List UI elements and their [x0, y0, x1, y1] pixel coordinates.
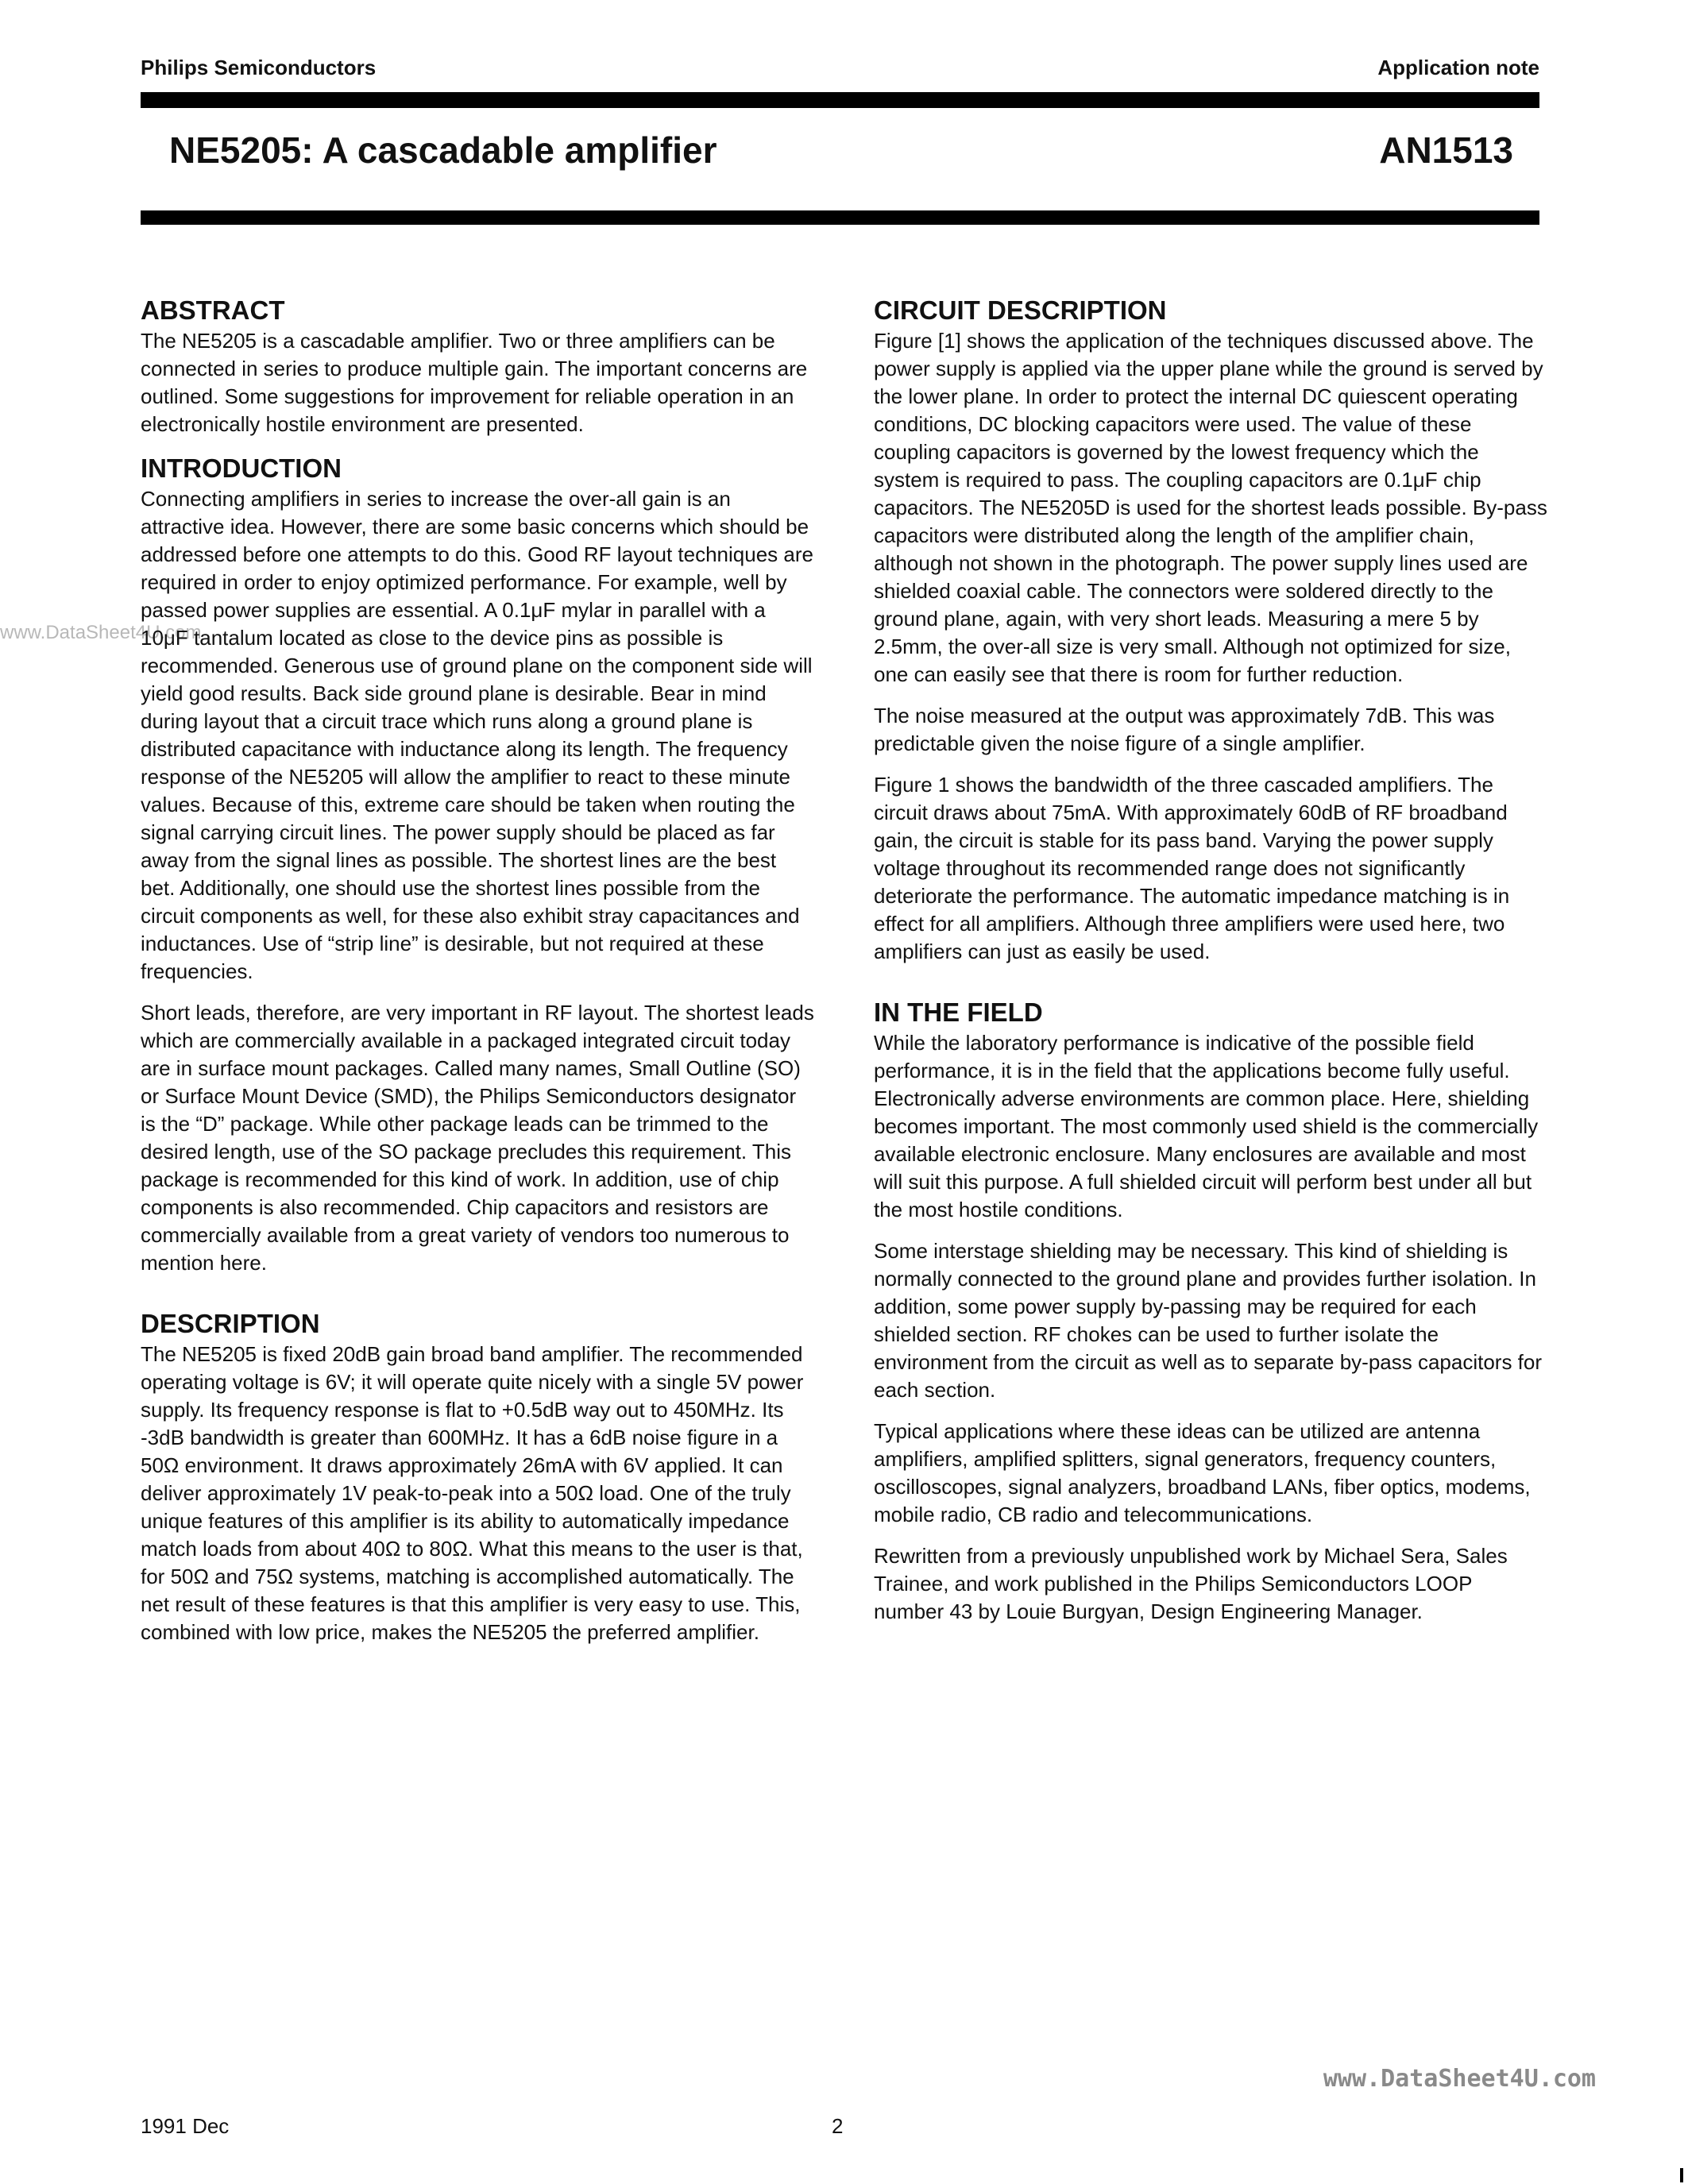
document-type: Application note — [1377, 56, 1539, 79]
right-column — [874, 294, 1547, 1639]
circuit-description-heading: CIRCUIT DESCRIPTION — [874, 295, 1167, 325]
circuit-description-paragraph: The noise measured at the output was approximately 7dB. This was predictable given the noise figure of a single amplifier. — [874, 704, 1495, 755]
header-rule-bottom — [141, 210, 1539, 225]
page-number: 2 — [832, 2114, 844, 2138]
in-the-field-paragraph: Typical applications where these ideas can be utilized are antenna amplifiers, amplified splitters, signal generators, frequency counters, oscilloscopes, signal analyzers, broadband LANs, fiber optics, modems, mobile radio, CB radio and telecommunications. — [874, 1419, 1531, 1526]
introduction-section — [141, 452, 814, 1277]
document-title: NE5205: A cascadable amplifier — [169, 129, 717, 171]
in-the-field-paragraph: While the laboratory performance is indicative of the possible field performance, it is in the field that the applications become fully useful. Electronically adverse environments are common place. Here, shielding becomes important. The most commonly used shield is the commercially available electronic enclosure. Many enclosures are available and most will suit this purpose. A full shielded circuit will perform best under all but the most hostile conditions. — [874, 1031, 1539, 1221]
description-section — [141, 1307, 814, 1646]
circuit-description-paragraph: Figure [1] shows the application of the techniques discussed above. The power supply is applied via the upper plane while the ground is served by the lower plane. In order to protect the internal DC quiescent operating conditions, DC blocking capacitors were used. The value of these coupling capacitors is governed by the lowest frequency which the system is required to pass. The coupling capacitors are 0.1μF chip capacitors. The NE5205D is used for the shortest leads possible. By-pass capacitors were distributed along the length of the amplifier chain, although not shown in the photograph. The power supply lines used are shielded coaxial cable. The connectors were soldered directly to the ground plane, again, with very short leads. Measuring a mere 5 by 2.5mm, the over-all size is very small. Although not optimized for size, one can easily see that there is room for further reduction. — [874, 329, 1547, 686]
document-number: AN1513 — [1379, 129, 1513, 171]
introduction-paragraph: Connecting amplifiers in series to increase the over-all gain is an attractive idea. However, there are some basic concerns which should be addressed before one attempts to do this. Good RF layout techniques are required in order to enjoy optimized performance. For example, well by passed power supplies are essential. A 0.1μF mylar in parallel with a 10μF tantalum located as close to the device pins as possible is recommended. Generous use of ground plane on the component side will yield good results. Back side ground plane is desirable. Bear in mind during layout that a circuit trace which runs along a ground plane is distributed capacitance with inductance along its length. The frequency response of the NE5205 will allow the amplifier to react to these minute values. Because of this, extreme care should be taken when routing the signal carrying circuit lines. The power supply should be placed as far away from the signal lines as possible. The shortest lines are the best bet. Additionally, one should use the shortest lines possible from the circuit components as well, for these also exhibit stray capacitances and inductances. Use of “strip line” is desirable, but not required at these frequencies. — [141, 487, 813, 983]
introduction-heading: INTRODUCTION — [141, 453, 342, 483]
description-heading: DESCRIPTION — [141, 1309, 320, 1338]
left-column — [141, 294, 814, 1660]
abstract-paragraph: The NE5205 is a cascadable amplifier. Two or three amplifiers can be connected in series to produce multiple gain. The important concerns are outlined. Some suggestions for improvement for reliable operation in an electronically hostile environment are presented. — [141, 329, 808, 436]
abstract-section — [141, 294, 814, 438]
circuit-description-section — [874, 294, 1547, 966]
in-the-field-paragraph: Some interstage shielding may be necessary. This kind of shielding is normally connected to the ground plane and provides further isolation. In addition, some power supply by-passing may be required for each shielded section. RF chokes can be used to further isolate the environment from the circuit as well as to separate by-pass capacitors for each section. — [874, 1239, 1543, 1402]
credits-paragraph: Rewritten from a previously unpublished work by Michael Sera, Sales Trainee, and work published in the Philips Semiconductors LOOP number 43 by Louie Burgyan, Design Engineering Manager. — [874, 1544, 1508, 1623]
header-rule-top — [141, 92, 1539, 108]
company-name: Philips Semiconductors — [141, 56, 377, 79]
description-paragraph: The NE5205 is fixed 20dB gain broad band amplifier. The recommended operating voltage is 6V; it will operate quite nicely with a single 5V power supply. Its frequency response is flat to +0.5dB way out to 450MHz. Its -3dB bandwidth is greater than 600MHz. It has a 6dB noise figure in a 50Ω environment. It draws approximately 26mA with 6V applied. It can deliver approximately 1V peak-to-peak into a 50Ω load. One of the truly unique features of this amplifier is its ability to automatically impedance match loads from about 40Ω to 80Ω. What this means to the user is that, for 50Ω and 75Ω systems, matching is accomplished automatically. The net result of these features is that this amplifier is very easy to use. This, combined with low price, makes the NE5205 the preferred amplifier. — [141, 1342, 804, 1644]
watermark-right: www.DataSheet4U.com — [1323, 2065, 1596, 2093]
circuit-description-paragraph: Figure 1 shows the bandwidth of the three cascaded amplifiers. The circuit draws about 75mA. With approximately 60dB of RF broadband gain, the circuit is stable for its pass band. Varying the power supply voltage throughout its recommended range does not significantly deteriorate the performance. The automatic impedance matching is in effect for all amplifiers. Although three amplifiers were used here, two amplifiers can just as easily be used. — [874, 773, 1510, 963]
introduction-paragraph: Short leads, therefore, are very important in RF layout. The shortest leads which are commercially available in a packaged integrated circuit today are in surface mount packages. Called many names, Small Outline (SO) or Surface Mount Device (SMD), the Philips Semiconductors designator is the “D” package. While other package leads can be trimmed to the desired length, use of the SO package precludes this requirement. This package is recommended for this kind of work. In addition, use of chip components is also recommended. Chip capacitors and resistors are commercially available from a great variety of vendors too numerous to mention here. — [141, 1001, 814, 1275]
corner-crop-mark — [1680, 2168, 1683, 2182]
in-the-field-heading: IN THE FIELD — [874, 997, 1043, 1027]
footer-date: 1991 Dec — [141, 2114, 230, 2138]
in-the-field-section — [874, 996, 1547, 1626]
watermark-left: www.DataSheet4U.com — [0, 622, 202, 643]
abstract-heading: ABSTRACT — [141, 295, 285, 325]
